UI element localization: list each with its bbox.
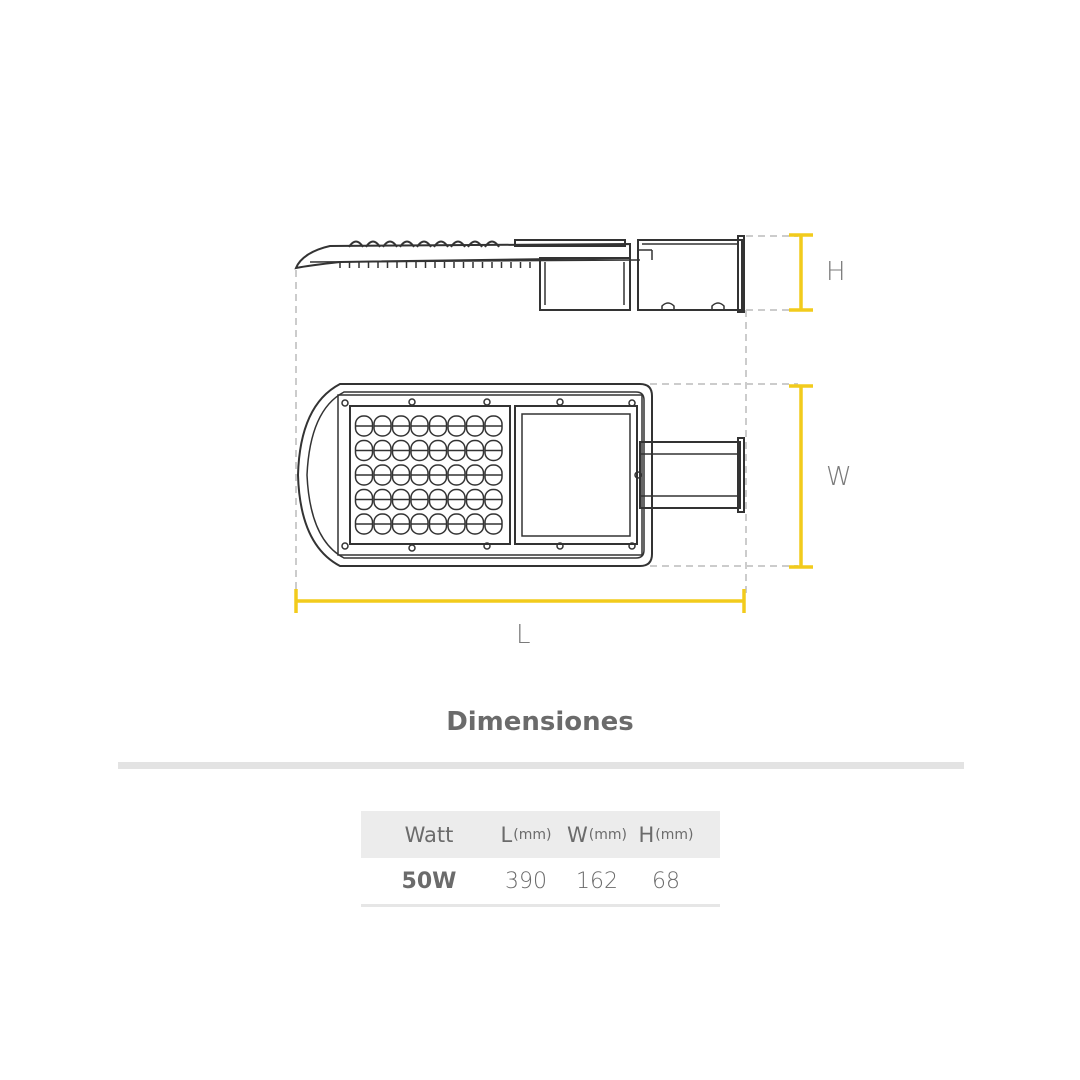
screw-hole xyxy=(484,399,490,405)
header-width-unit: (mm) xyxy=(588,826,627,843)
cell-width xyxy=(561,858,633,904)
height-label: H xyxy=(826,257,846,287)
cell-length-value: 390 xyxy=(505,868,547,894)
header-watt-label: Watt xyxy=(404,822,454,847)
header-length-unit: (mm) xyxy=(513,826,552,843)
side-view-drawing xyxy=(296,236,744,312)
width-label: W xyxy=(826,462,852,492)
header-height-unit: (mm) xyxy=(655,826,694,843)
length-dimension-marker xyxy=(296,589,744,613)
screw-hole xyxy=(342,543,348,549)
table-bottom-rule xyxy=(361,904,720,907)
top-view-drawing xyxy=(298,384,744,566)
header-length-label: L xyxy=(500,822,513,847)
length-label: L xyxy=(516,620,531,650)
screw-hole xyxy=(409,399,415,405)
table-header-row xyxy=(361,811,720,858)
cell-watt-value: 50W xyxy=(401,868,457,894)
height-dimension-marker xyxy=(789,235,813,310)
cell-height xyxy=(635,858,697,904)
cell-watt xyxy=(389,858,469,904)
cell-width-value: 162 xyxy=(576,868,618,894)
cell-length xyxy=(493,858,559,904)
cell-height-value: 68 xyxy=(652,868,680,894)
table-row xyxy=(361,858,720,904)
screw-hole xyxy=(409,545,415,551)
header-length xyxy=(493,811,559,858)
width-dimension-marker xyxy=(789,386,813,567)
screw-hole xyxy=(557,399,563,405)
header-width-label: W xyxy=(567,822,588,847)
dimensions-table xyxy=(361,811,720,907)
header-height xyxy=(635,811,697,858)
header-watt xyxy=(389,811,469,858)
section-title: Dimensiones xyxy=(446,707,634,737)
section-divider xyxy=(118,762,964,769)
side-heat-fins xyxy=(340,262,530,268)
screw-hole xyxy=(342,400,348,406)
header-width xyxy=(561,811,633,858)
header-height-label: H xyxy=(638,822,655,847)
led-module-grid xyxy=(356,416,503,534)
